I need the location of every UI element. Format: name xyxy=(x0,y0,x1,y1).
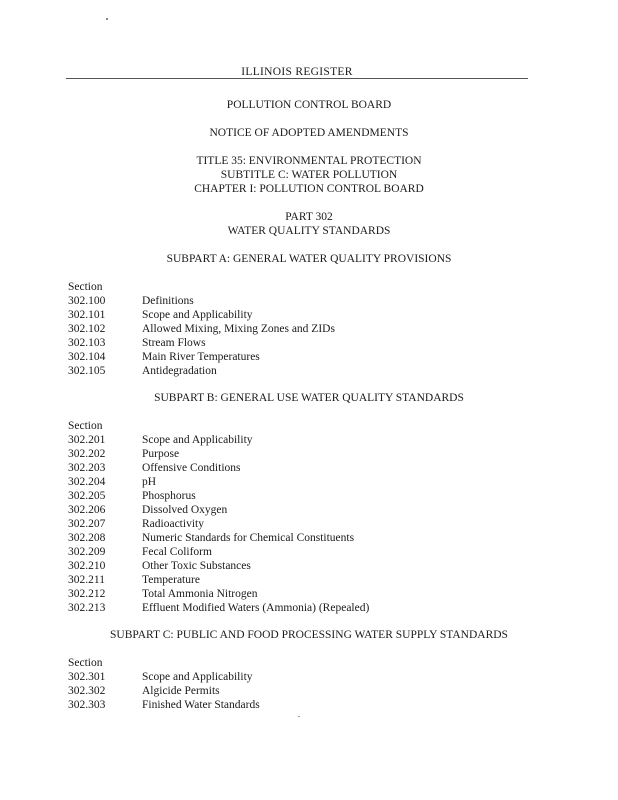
subpart-c-heading: SUBPART C: PUBLIC AND FOOD PROCESSING WATER SUPPLY STANDARDS xyxy=(110,629,508,641)
section-label: Section xyxy=(68,420,103,432)
toc-row xyxy=(68,475,548,489)
toc-row xyxy=(68,503,548,517)
subpart-b-toc xyxy=(68,419,548,615)
section-name: Dissolved Oxygen xyxy=(142,504,228,516)
toc-row xyxy=(68,350,548,364)
section-number: 302.201 xyxy=(68,434,106,446)
section-number: 302.210 xyxy=(68,560,106,572)
section-number: 302.102 xyxy=(68,323,106,335)
section-name: Algicide Permits xyxy=(142,685,220,697)
subpart-c-toc xyxy=(68,656,548,712)
section-name: Scope and Applicability xyxy=(142,671,253,683)
section-name: Fecal Coliform xyxy=(142,546,212,558)
notice-title: NOTICE OF ADOPTED AMENDMENTS xyxy=(209,127,409,139)
section-number: 302.204 xyxy=(68,476,106,488)
subpart-b-heading: SUBPART B: GENERAL USE WATER QUALITY STANDARDS xyxy=(154,392,464,404)
section-number: 302.302 xyxy=(68,685,106,697)
section-number: 302.303 xyxy=(68,699,106,711)
toc-row xyxy=(68,684,548,698)
section-number: 302.209 xyxy=(68,546,106,558)
section-number: 302.203 xyxy=(68,462,106,474)
section-name: Phosphorus xyxy=(142,490,196,502)
section-name: Main River Temperatures xyxy=(142,351,260,363)
toc-row xyxy=(68,461,548,475)
toc-row xyxy=(68,489,548,503)
toc-row xyxy=(68,531,548,545)
section-number: 302.202 xyxy=(68,448,106,460)
section-name: Stream Flows xyxy=(142,337,206,349)
toc-row xyxy=(68,573,548,587)
section-name: Offensive Conditions xyxy=(142,462,241,474)
section-number: 302.105 xyxy=(68,365,106,377)
board-name: POLLUTION CONTROL BOARD xyxy=(226,99,392,111)
toc-row xyxy=(68,517,548,531)
toc-row xyxy=(68,670,548,684)
section-number: 302.103 xyxy=(68,337,106,349)
section-number: 302.206 xyxy=(68,504,106,516)
toc-row xyxy=(68,559,548,573)
toc-row xyxy=(68,322,548,336)
section-number: 302.104 xyxy=(68,351,106,363)
section-number: 302.205 xyxy=(68,490,106,502)
toc-row xyxy=(68,308,548,322)
header-rule xyxy=(66,78,528,79)
section-name: pH xyxy=(142,476,157,488)
section-name: Scope and Applicability xyxy=(142,309,253,321)
section-name: Temperature xyxy=(142,574,200,586)
scan-speck xyxy=(106,18,108,20)
toc-row xyxy=(68,336,548,350)
section-label: Section xyxy=(68,657,103,669)
scan-speck xyxy=(298,716,300,717)
section-number: 302.207 xyxy=(68,518,106,530)
section-name: Antidegradation xyxy=(142,365,217,377)
section-name: Allowed Mixing, Mixing Zones and ZIDs xyxy=(142,323,335,335)
section-number: 302.101 xyxy=(68,309,106,321)
section-name: Scope and Applicability xyxy=(142,434,253,446)
subtitle-line: SUBTITLE C: WATER POLLUTION xyxy=(220,169,398,181)
section-name: Purpose xyxy=(142,448,180,460)
section-name: Definitions xyxy=(142,295,194,307)
section-name: Effluent Modified Waters (Ammonia) (Repealed) xyxy=(142,602,370,614)
register-header xyxy=(66,66,528,84)
toc-row xyxy=(68,364,548,378)
section-number: 302.208 xyxy=(68,532,106,544)
section-number: 302.100 xyxy=(68,295,106,307)
chapter-line: CHAPTER I: POLLUTION CONTROL BOARD xyxy=(194,183,424,195)
section-number: 302.213 xyxy=(68,602,106,614)
section-number: 302.212 xyxy=(68,588,106,600)
section-name: Numeric Standards for Chemical Constituents xyxy=(142,532,355,544)
section-name: Finished Water Standards xyxy=(142,699,260,711)
part-number: PART 302 xyxy=(285,211,333,223)
section-name: Total Ammonia Nitrogen xyxy=(142,588,258,600)
section-number: 302.301 xyxy=(68,671,106,683)
toc-row xyxy=(68,433,548,447)
subpart-a-toc xyxy=(68,280,548,378)
section-number: 302.211 xyxy=(68,574,105,586)
toc-row xyxy=(68,587,548,601)
section-name: Radioactivity xyxy=(142,518,204,530)
section-name: Other Toxic Substances xyxy=(142,560,251,572)
toc-row xyxy=(68,698,548,712)
section-label: Section xyxy=(68,281,103,293)
toc-row xyxy=(68,294,548,308)
title-line: TITLE 35: ENVIRONMENTAL PROTECTION xyxy=(196,155,422,167)
subpart-a-heading: SUBPART A: GENERAL WATER QUALITY PROVISIONS xyxy=(166,253,452,265)
toc-row xyxy=(68,447,548,461)
toc-row xyxy=(68,601,548,615)
register-title: ILLINOIS REGISTER xyxy=(235,66,358,78)
toc-row xyxy=(68,545,548,559)
part-title: WATER QUALITY STANDARDS xyxy=(227,225,391,237)
